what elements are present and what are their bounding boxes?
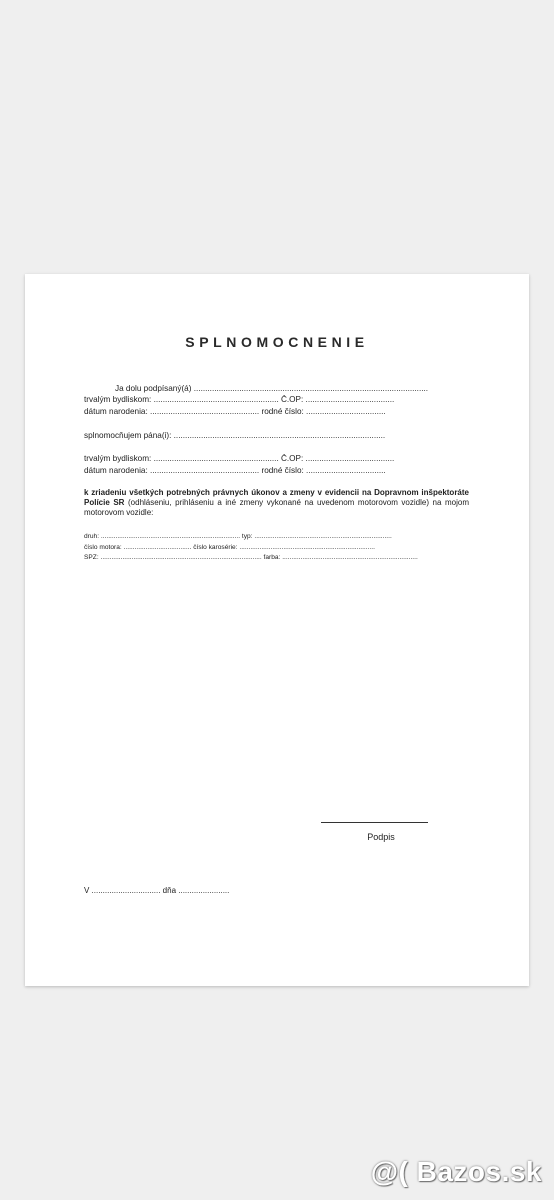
vehicle-engine-line: číslo motora: ..................................... číslo karosérie: .......................................................................... (84, 544, 375, 551)
principal-name-line: Ja dolu podpísaný(á) ....................................................................................................... (115, 384, 429, 393)
agent-birth-line: dátum narodenia: ................................................ rodné číslo: ................................... (84, 466, 386, 475)
vehicle-plate-line: ŠPZ: ........................................................................................ farba: .......................................................................... (84, 554, 418, 561)
document-title: SPLNOMOCNENIE (185, 334, 369, 350)
authorization-normal-text: (odhláseniu, prihláseniu a iné zmeny vykonané na uvedenom motorovom vozidle) na mojom motorovom vozidle: (84, 498, 469, 517)
agent-name-line: splnomocňujem pána(i): ............................................................................................. (84, 431, 386, 440)
signature-line (321, 822, 428, 823)
authorization-bold-text: k zriadeniu všetkých potrebných právnych úkonov a zmeny v evidencii na Dopravnom inšpektoráte Polície SR (84, 488, 469, 507)
bazos-watermark: @( Bazos.sk (370, 1156, 542, 1187)
signature-label: Podpis (367, 832, 395, 842)
document-page (25, 274, 529, 986)
principal-birth-line: dátum narodenia: ................................................ rodné číslo: ................................... (84, 407, 386, 416)
authorization-paragraph (84, 488, 469, 518)
place-date-line: V ............................... dňa ....................... (84, 886, 230, 895)
principal-address-line: trvalým bydliskom: ....................................................... Č.OP: ....................................... (84, 395, 395, 404)
agent-address-line: trvalým bydliskom: ....................................................... Č.OP: ....................................... (84, 454, 395, 463)
vehicle-type-line: druh: ............................................................................ typ: ........................................................................... (84, 533, 392, 540)
